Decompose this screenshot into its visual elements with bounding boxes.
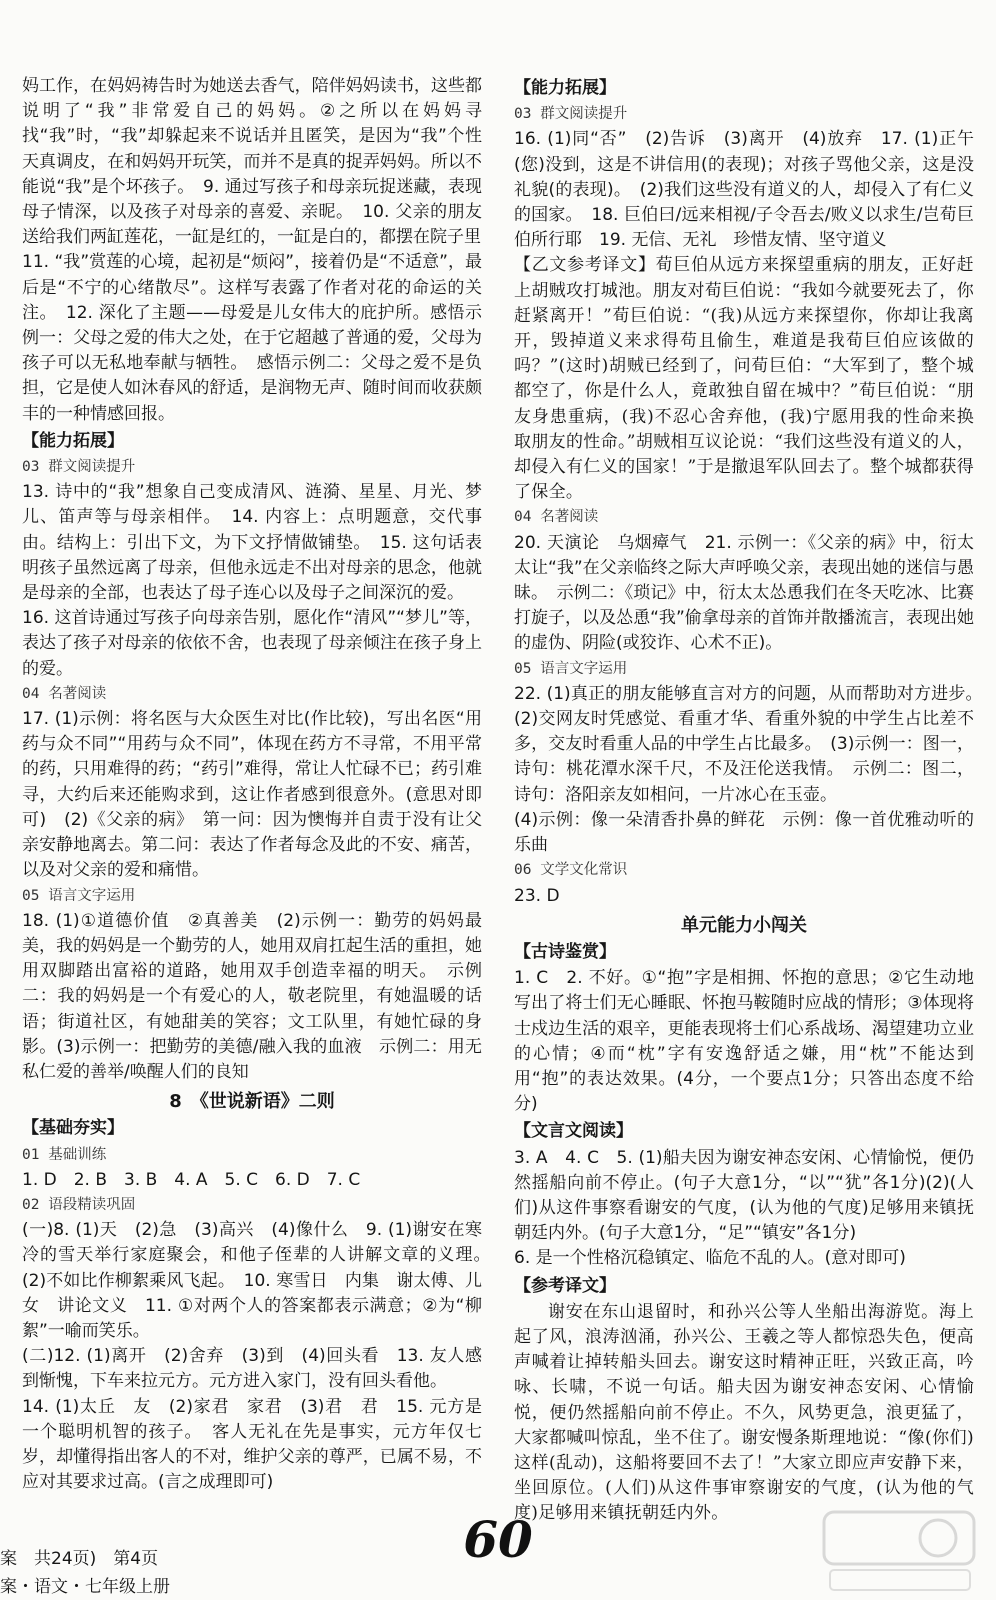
subsection-label: 04 名著阅读 xyxy=(22,685,107,702)
watermark-logo xyxy=(820,1506,980,1596)
answer-paragraph: 14. (1)太丘 友 (2)家君 家君 (3)君 君 15. 元方是一个聪明机智的孩子。 客人无礼在先是事实，元方年仅七岁，却懂得指出客人的不对，维护父亲的尊严，已属不易，不应对其要求过高。(言之成理即可) xyxy=(22,1396,482,1493)
left-column xyxy=(22,74,499,1495)
section-header: 【基础夯实】 xyxy=(22,1118,124,1139)
subsection-label: 01 基础训练 xyxy=(22,1146,107,1163)
answer-paragraph: 16. (1)同“否” (2)告诉 (3)离开 (4)放弃 17. (1)正午(您)没到，这是不讲信用(的表现)；对孩子骂他父亲，这是没礼貌(的表现)。 (2)我们这些没有道义的人，却侵入了有仁义的国家。 18. 巨伯曰/远来相视/子令吾去/败义以求生/岂荀巨伯所行耶 19. 无信、无礼 珍惜友情、坚守道义 xyxy=(514,129,974,251)
subsection-label: 05 语言文字运用 xyxy=(22,887,136,904)
section-header: 【文言文阅读】 xyxy=(514,1121,633,1142)
subsection-label: 03 群文阅读提升 xyxy=(514,106,628,123)
answer-paragraph: 1. D 2. B 3. B 4. A 5. C 6. D 7. C xyxy=(22,1169,361,1190)
right-column xyxy=(514,74,991,1527)
answer-paragraph: 11. “我”赏莲的心境，起初是“烦闷”，接着仍是“不适意”，最后是“不宁的心绪散尽”。这样写表露了作者对花的命运的关注。 12. 深化了主题——母爱是儿女伟大的庇护所。感悟示例一：父母之爱的伟大之处，在于它超越了普通的爱，父母为孩子可以无私地奉献与牺牲。 感悟示例二：父母之爱不是负担，它是使人如沐春风的舒适，是润物无声、随时间而收获颇丰的一种情感回报。 xyxy=(22,252,482,424)
subsection-label: 03 群文阅读提升 xyxy=(22,459,136,476)
answer-paragraph: 18. (1)①道德价值 ②真善美 (2)示例一：勤劳的妈妈最美，我的妈妈是一个勤劳的人，她用双肩扛起生活的重担，她用双脚踏出富裕的道路，她用双手创造幸福的明天。 示例二：我的妈妈是一个有爱心的人，敬老院里，有她温暖的话语；街道社区，有她甜美的笑容；文工队里，有她忙碌的身影。(3)示例一：把勤劳的美德/融入我的血液 示例二：用无私仁爱的善举/唤醒人们的良知 xyxy=(22,910,482,1082)
answer-paragraph: 20. 天演论 乌烟瘴气 21. 示例一：《父亲的病》中，衍太太让“我”在父亲临终之际大声呼唤父亲，表现出她的迷信与愚昧。 示例二：《琐记》中，衍太太怂恿我们在冬天吃冰、比赛打旋子，以及怂恿“我”偷拿母亲的首饰并散播流言，表现出她的虚伪、阴险(或狡诈、心术不正)。 xyxy=(514,532,974,654)
subsection-label: 06 文学文化常识 xyxy=(514,862,628,879)
answer-paragraph: 1. C 2. 不好。①“抱”字是相拥、怀抱的意思；②它生动地写出了将士们无心睡眠、怀抱马鞍随时应战的情形；③体现将士戍边生活的艰辛，更能表现将士们心系战场、渴望建功立业的心情；④而“枕”字有安逸舒适之嫌，用“枕”不能达到用“抱”的表达效果。(4分，一个要点1分；只答出态度不给分) xyxy=(514,968,974,1115)
page-number: 60 xyxy=(463,1510,533,1569)
chapter-title: 单元能力小闯关 xyxy=(681,914,807,936)
answer-paragraph: 17. (1)示例：将名医与大众医生对比(作比较)，写出名医“用药与众不同”“用药与众不同”，体现在药方不寻常，不用平常的药，只用难得的药；“药引”难得，常让人忙碌不已；药引难寻，大约后来还能购求到，这让作者感到很意外。(意思对即可) (2)《父亲的病》 第一问：因为懊悔并自责于没有让父亲安静地离去。第二问：表达了作者每念及此的不安、痛苦，以及对父亲的爱和痛惜。 xyxy=(22,709,482,881)
answer-paragraph: 3. A 4. C 5. (1)船夫因为谢安神态安闲、心情愉悦，便仍然摇船向前不停止。(句子大意1分，“以”“犹”各1分)(2)(人们)从这件事察看谢安的气度，(认为他的气度)足够用来镇抚朝廷内外。(句子大意1分，“足”“镇安”各1分) xyxy=(514,1147,974,1244)
subsection-label: 02 语段精读巩固 xyxy=(22,1196,136,1213)
answer-paragraph: 妈工作，在妈妈祷告时为她送去香气，陪伴妈妈读书，这些都说明了“我”非常爱自己的妈妈。②之所以在妈妈寻找“我”时，“我”却躲起来不说话并且匿笑，是因为“我”个性天真调皮，在和妈妈开玩笑，而并不是真的捉弄妈妈。所以不能说“我”是个坏孩子。 9. 通过写孩子和母亲玩捉迷藏，表现母子情深，以及孩子对母亲的喜爱、亲昵。 10. 父亲的朋友送给我们两缸莲花，一缸是红的，一缸是白的，都摆在院子里 xyxy=(22,76,482,248)
chapter-title: 8 《世说新语》二则 xyxy=(169,1091,335,1113)
translation-paragraph: 谢安在东山退留时，和孙兴公等人坐船出海游览。海上起了风，浪涛汹涌，孙兴公、王羲之等人都惊恐失色，便高声喊着让掉转船头回去。谢安这时精神正旺，兴致正高，吟咏、长啸，不说一句话。船夫因为谢安神态安闲、心情愉悦，便仍然摇船向前不停止。不久，风势更急，浪更猛了，大家都喊叫惊乱，坐不住了。谢安慢条斯理地说：“像(你们)这样(乱动)，这船将要回不去了！”大家立即应声安静下来，坐回原位。(人们)从这件事审察谢安的气度，(认为他的气度)足够用来镇抚朝廷内外。 xyxy=(514,1301,974,1524)
answer-paragraph: 22. (1)真正的朋友能够直言对方的问题，从而帮助对方进步。 (2)交网友时凭感觉、看重才华、看重外貌的中学生占比差不多，交友时看重人品的中学生占比最多。 (3)示例一：图一，诗句：桃花潭水深千尺，不及汪伦送我情。 示例二：图二，诗句：洛阳亲友如相问，一片冰心在玉壶。 xyxy=(514,683,991,805)
section-header: 【参考译文】 xyxy=(514,1275,616,1296)
answer-paragraph: (一)8. (1)天 (2)急 (3)高兴 (4)像什么 9. (1)谢安在寒冷的雪天举行家庭聚会，和他子侄辈的人讲解文章的义理。 (2)不如比作柳絮乘风飞起。 10. 寒雪日 内集 谢太傅、儿女 讲论文义 11. ①对两个人的答案都表示满意；②为“柳絮”一喻而笑乐。 xyxy=(22,1220,499,1341)
section-header: 【能力拓展】 xyxy=(22,430,124,451)
answer-paragraph: 16. 这首诗通过写孩子向母亲告别，愿化作“清风”“梦儿”等，表达了孩子对母亲的依依不舍，也表现了母亲倾注在孩子身上的爱。 xyxy=(22,608,482,679)
answer-paragraph: 13. 诗中的“我”想象自己变成清风、涟漪、星星、月光、梦儿、笛声等与母亲相伴。 14. 内容上：点明题意，交代事由。结构上：引出下文，为下文抒情做铺垫。 15. 这句话表明孩子虽然远离了母亲，但他永远走不出对母亲的思念，他就是母亲的全部，也表达了母子连心以及母子之间深沉的爱。 xyxy=(22,482,482,604)
answer-paragraph: 6. 是一个性格沉稳镇定、临危不乱的人。(意对即可) xyxy=(514,1248,906,1269)
section-header: 【古诗鉴赏】 xyxy=(514,941,616,962)
answer-paragraph: (4)示例：像一朵清香扑鼻的鲜花 示例：像一首优雅动听的乐曲 xyxy=(514,809,974,856)
answer-paragraph: 23. D xyxy=(514,885,560,906)
subsection-label: 04 名著阅读 xyxy=(514,509,599,526)
footer-page-info: 案 共24页) 第4页 xyxy=(0,1549,159,1569)
translation-paragraph: 【乙文参考译文】荀巨伯从远方来探望重病的朋友，正好赶上胡贼攻打城池。朋友对荀巨伯说：“我如今就要死去了，你赶紧离开！”荀巨伯说：“(我)从远方来探望你，你却让我离开，毁掉道义来求得苟且偷生，难道是我荀巨伯应该做的吗？”(这时)胡贼已经到了，问荀巨伯：“大军到了，整个城都空了，你是什么人，竟敢独自留在城中？”荀巨伯说：“朋友身患重病，(我)不忍心舍弃他，(我)宁愿用我的性命来换取朋友的性命。”胡贼相互议论说：“我们这些没有道义的人，却侵入有仁义的国家！”于是撤退军队回去了。整个城都获得了保全。 xyxy=(514,255,974,503)
answer-paragraph: (二)12. (1)离开 (2)舍弃 (3)到 (4)回头看 13. 友人感到惭愧，下车来拉元方。元方进入家门，没有回头看他。 xyxy=(22,1346,482,1392)
subsection-label: 05 语言文字运用 xyxy=(514,660,628,677)
footer-book-info: 案・语文・七年级上册 xyxy=(0,1577,170,1597)
section-header: 【能力拓展】 xyxy=(514,78,616,98)
